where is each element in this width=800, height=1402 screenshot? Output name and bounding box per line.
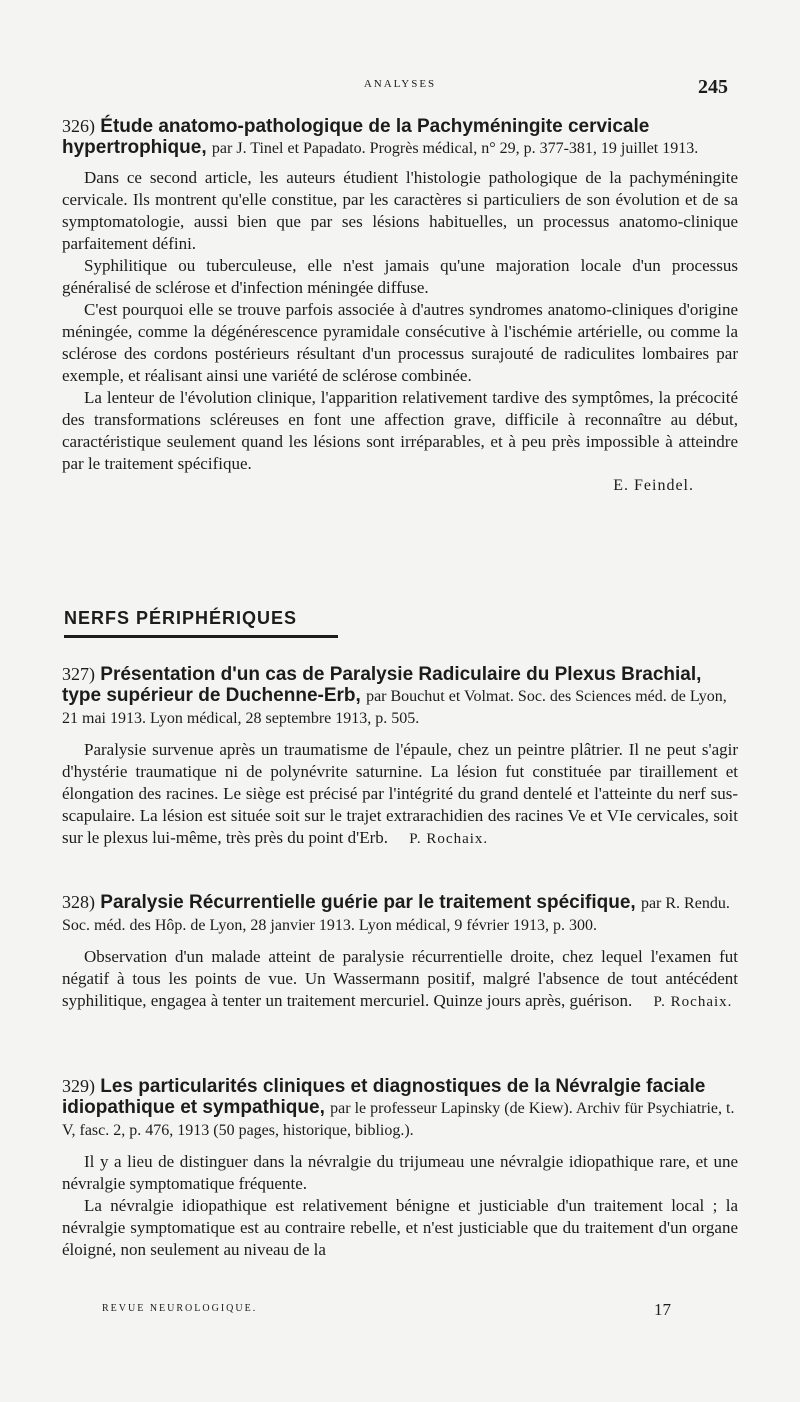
article-paragraph bbox=[62, 946, 738, 1013]
running-head: ANALYSES bbox=[363, 78, 437, 90]
article-reference: par Bouchut et Volmat. Soc. des Sciences méd. de Lyon, 21 mai 1913. Lyon médical, 28 septembre 1913, p. 505. bbox=[62, 688, 727, 727]
article-328 bbox=[62, 892, 738, 1013]
article-heading bbox=[62, 1076, 738, 1141]
article-paragraph: La lenteur de l'évolution clinique, l'apparition relativement tardive des symptômes, la précocité des transformations scléreuses en font une affection grave, difficile à reconnaître au début, caractéristique seulement quand les lésions sont irréparables, et à peu près impossible à atteindre par le traitement spécifique. bbox=[62, 388, 738, 473]
article-reference: par le professeur Lapinsky (de Kiew). Archiv für Psychiatrie, t. V, fasc. 2, p. 476, 1913 (50 pages, historique, bibliog.). bbox=[62, 1100, 735, 1139]
footer-signature-mark: 17 bbox=[654, 1300, 671, 1319]
article-title: Paralysie Récurrentielle guérie par le traitement spécifique, bbox=[100, 892, 636, 913]
article-number: 327) bbox=[62, 664, 95, 684]
article-paragraph: Il y a lieu de distinguer dans la névralgie du trijumeau une névralgie idiopathique rare, et une névralgie symptomatique fréquente. bbox=[62, 1152, 738, 1193]
article-reference: par J. Tinel et Papadato. Progrès médical, n° 29, p. 377-381, 19 juillet 1913. bbox=[211, 140, 699, 157]
article-number: 326) bbox=[62, 116, 95, 136]
article-327 bbox=[62, 664, 738, 850]
article-paragraph: Dans ce second article, les auteurs étudient l'histologie pathologique de la pachyméningite cervicale. Ils montrent qu'elle constitue, par les caractères si particuliers de son évolution et de sa symptomatologie, aussi bien que par ses lésions habituelles, un processus anatomo-clinique parfaitement défini. bbox=[62, 168, 738, 253]
article-paragraph: La névralgie idiopathique est relativement bénigne et justiciable d'un traitement local ; la névralgie symptomatique est au contraire rebelle, et n'est justiciable que du traitement d'un organe éloigné, non seulement au niveau de la bbox=[62, 1196, 738, 1259]
paragraph-text: Paralysie survenue après un traumatisme de l'épaule, chez un peintre plâtrier. Il ne peut s'agir d'hystérie traumatique ni de polynévrite saturnine. La lésion fut constituée par tiraillement et élongation des racines. Le siège est précisé par l'intégrité du grand dentelé et l'atteinte du nerf sus-scapulaire. La lésion est située soit sur le trajet extrarachidien des racines Ve et VIe cervicales, soit sur le plexus lui-même, très près du point d'Erb. bbox=[62, 740, 738, 847]
article-title: Présentation d'un cas de Paralysie Radiculaire du Plexus Brachial, type supérieur de Duchenne-Erb, bbox=[62, 664, 702, 706]
paragraph-text: Observation d'un malade atteint de paralysie récurrentielle droite, chez lequel l'examen fut négatif à tous les points de vue. Un Wassermann positif, malgré l'absence de tout antécédent syphilitique, engagea à tenter un traitement mercuriel. Quinze jours après, guérison. bbox=[62, 947, 738, 1010]
page-number: 245 bbox=[698, 76, 728, 98]
article-heading bbox=[62, 116, 738, 159]
article-329 bbox=[62, 1076, 738, 1261]
article-paragraph: C'est pourquoi elle se trouve parfois associée à d'autres syndromes anatomo-cliniques d'origine méningée, comme la dégénérescence pyramidale consécutive à l'ischémie artérielle, ou comme la sclérose des cordons postérieurs résultant d'un processus surajouté de radiculites lombaires par exemple, et réalisant ainsi une variété de sclérose combinée. bbox=[62, 300, 738, 385]
article-number: 329) bbox=[62, 1076, 95, 1096]
article-reference: par R. Rendu. Soc. méd. des Hôp. de Lyon, 28 janvier 1913. Lyon médical, 9 février 1913, p. 300. bbox=[62, 895, 730, 934]
article-heading bbox=[62, 892, 738, 936]
article-title: Les particularités cliniques et diagnostiques de la Névralgie faciale idiopathique et sympathique, bbox=[62, 1076, 706, 1118]
article-heading bbox=[62, 664, 738, 729]
article-paragraph: Syphilitique ou tuberculeuse, elle n'est jamais qu'une majoration locale d'un processus généralisé de sclérose et d'infection méningée diffuse. bbox=[62, 256, 738, 297]
article-title: Étude anatomo-pathologique de la Pachyméningite cervicale hypertrophique, bbox=[62, 116, 650, 158]
article-signature: E. Feindel. bbox=[613, 477, 694, 494]
footer-journal: REVUE NEUROLOGIQUE. bbox=[102, 1303, 258, 1314]
article-signature: P. Rochaix. bbox=[409, 831, 489, 847]
article-number: 328) bbox=[62, 892, 95, 912]
section-title: NERFS PÉRIPHÉRIQUES bbox=[64, 608, 338, 638]
article-326 bbox=[62, 116, 738, 497]
article-signature: P. Rochaix. bbox=[653, 994, 733, 1010]
article-paragraph bbox=[62, 739, 738, 850]
